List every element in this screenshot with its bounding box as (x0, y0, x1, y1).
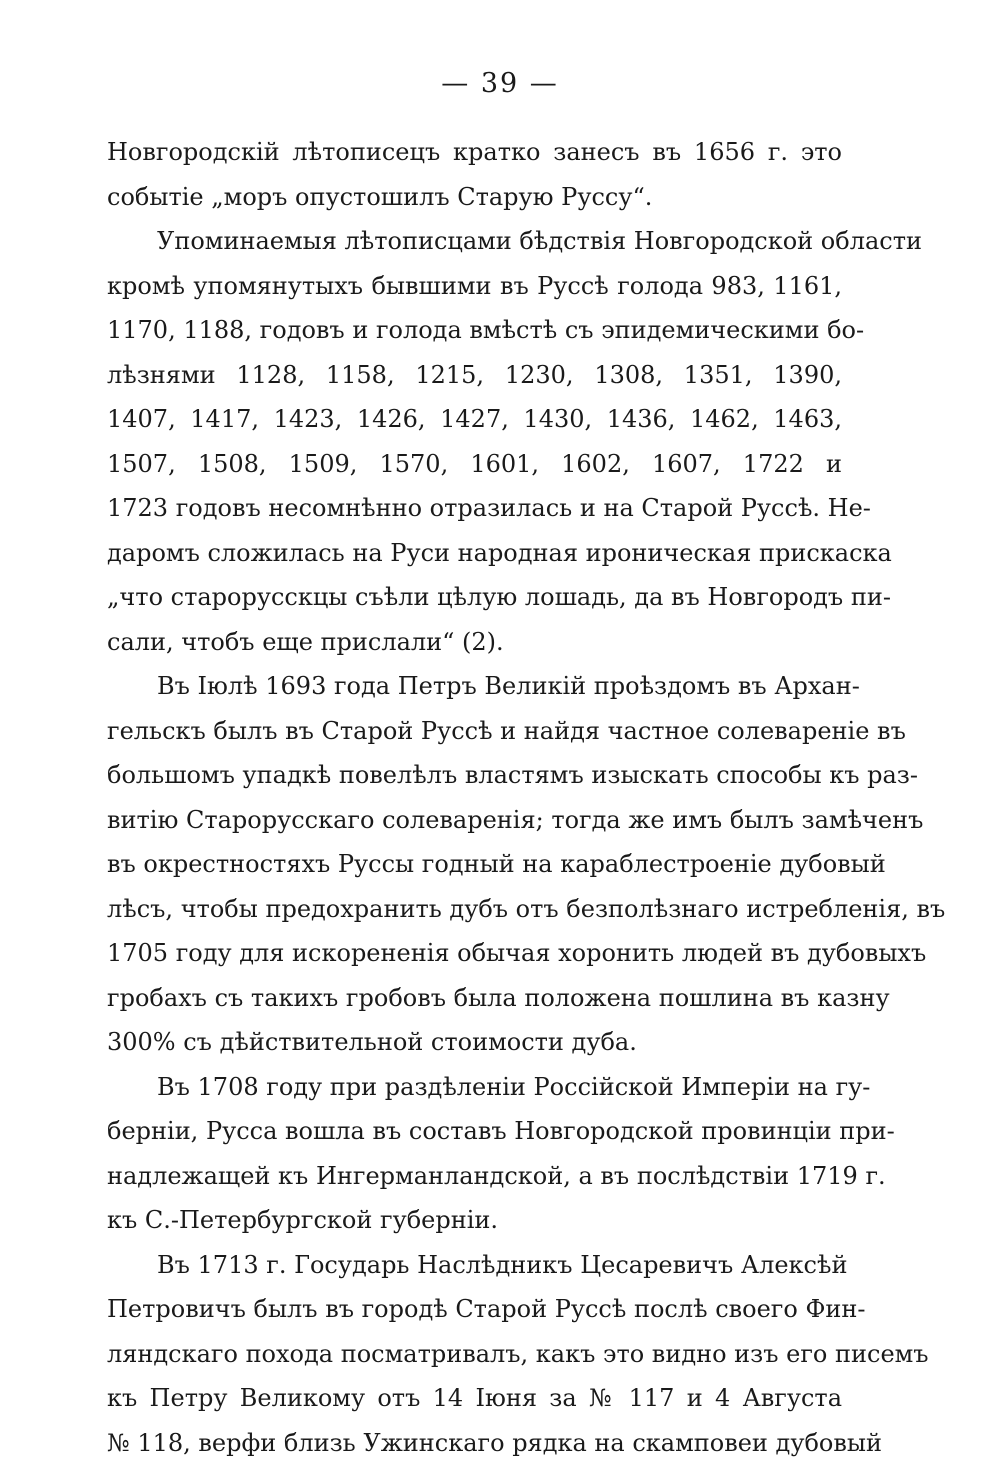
text-line: Въ 1713 г. Государь Наслѣдникъ Цесаревичъ Алексѣй (157, 1250, 848, 1279)
text-line: лѣзнями 1128, 1158, 1215, 1230, 1308, 1351, 1390, (107, 360, 842, 389)
page-number: — 39 — (441, 68, 559, 99)
body-text (107, 130, 946, 1465)
text-line: гельскъ былъ въ Старой Руссѣ и найдя частное солевареніе въ (107, 716, 906, 745)
text-line: Петровичъ былъ въ городѣ Старой Руссѣ послѣ своего Фин- (107, 1295, 866, 1323)
text-line: ляндскаго похода посматривалъ, какъ это видно изъ его писемъ (107, 1339, 929, 1368)
paragraph (107, 130, 842, 219)
text-line: 1705 году для искорененія обычая хоронить людей въ дубовыхъ (107, 939, 927, 967)
text-line: гробахъ съ такихъ гробовъ была положена пошлина въ казну (107, 983, 890, 1012)
text-line: лѣсъ, чтобы предохранить дубъ отъ безполѣзнаго истребленія, въ (107, 894, 946, 923)
text-line: 300% съ дѣйствительной стоимости дуба. (107, 1028, 637, 1056)
text-line: надлежащей къ Ингерманландской, а въ послѣдствіи 1719 г. (107, 1161, 886, 1190)
text-line: къ Петру Великому отъ 14 Іюня за № 117 и 4 Августа (107, 1384, 842, 1412)
text-line: даромъ сложилась на Руси народная ироническая прискаска (107, 538, 892, 567)
text-line: большомъ упадкѣ повелѣлъ властямъ изыскать способы къ раз- (107, 761, 918, 789)
text-line: 1407, 1417, 1423, 1426, 1427, 1430, 1436, 1462, 1463, (107, 405, 842, 433)
paragraph (107, 664, 946, 1065)
text-line: № 118, верфи близь Ужинскаго рядка на скамповеи дубовый (107, 1428, 882, 1457)
text-line: въ окрестностяхъ Руссы годный на караблестроеніе дубовый (107, 850, 886, 878)
paragraph (107, 1065, 895, 1243)
paragraph (107, 219, 922, 664)
text-line: „что старорусскцы съѣли цѣлую лошадь, да въ Новгородъ пи- (107, 583, 891, 611)
text-line: Упоминаемыя лѣтописцами бѣдствія Новгородской области (157, 227, 922, 255)
text-line: витію Старорусскаго солеваренія; тогда же имъ былъ замѣченъ (107, 805, 924, 834)
text-line: кромѣ упомянутыхъ бывшими въ Руссѣ голода 983, 1161, (107, 271, 842, 300)
text-line: Въ 1708 году при раздѣленіи Россійской Имперіи на гу- (157, 1072, 871, 1101)
text-line: берніи, Русса вошла въ составъ Новгородской провинціи при- (107, 1117, 895, 1145)
paragraph (107, 1243, 929, 1465)
text-line: 1723 годовъ несомнѣнно отразилась и на Старой Руссѣ. Не- (107, 494, 871, 522)
text-line: 1170, 1188, годовъ и голода вмѣстѣ съ эпидемическими бо- (107, 316, 865, 344)
text-line: къ С.-Петербургской губерніи. (107, 1206, 499, 1234)
text-line: событіе „моръ опустошилъ Старую Руссу“. (107, 182, 653, 211)
text-line: Въ Іюлѣ 1693 года Петръ Великій проѣздомъ въ Архан- (157, 672, 860, 700)
text-line: 1507, 1508, 1509, 1570, 1601, 1602, 1607, 1722 и (107, 449, 842, 478)
text-line: Новгородскій лѣтописецъ кратко занесъ въ 1656 г. это (107, 138, 842, 166)
text-line: сали, чтобъ еще прислали“ (2). (107, 627, 504, 656)
